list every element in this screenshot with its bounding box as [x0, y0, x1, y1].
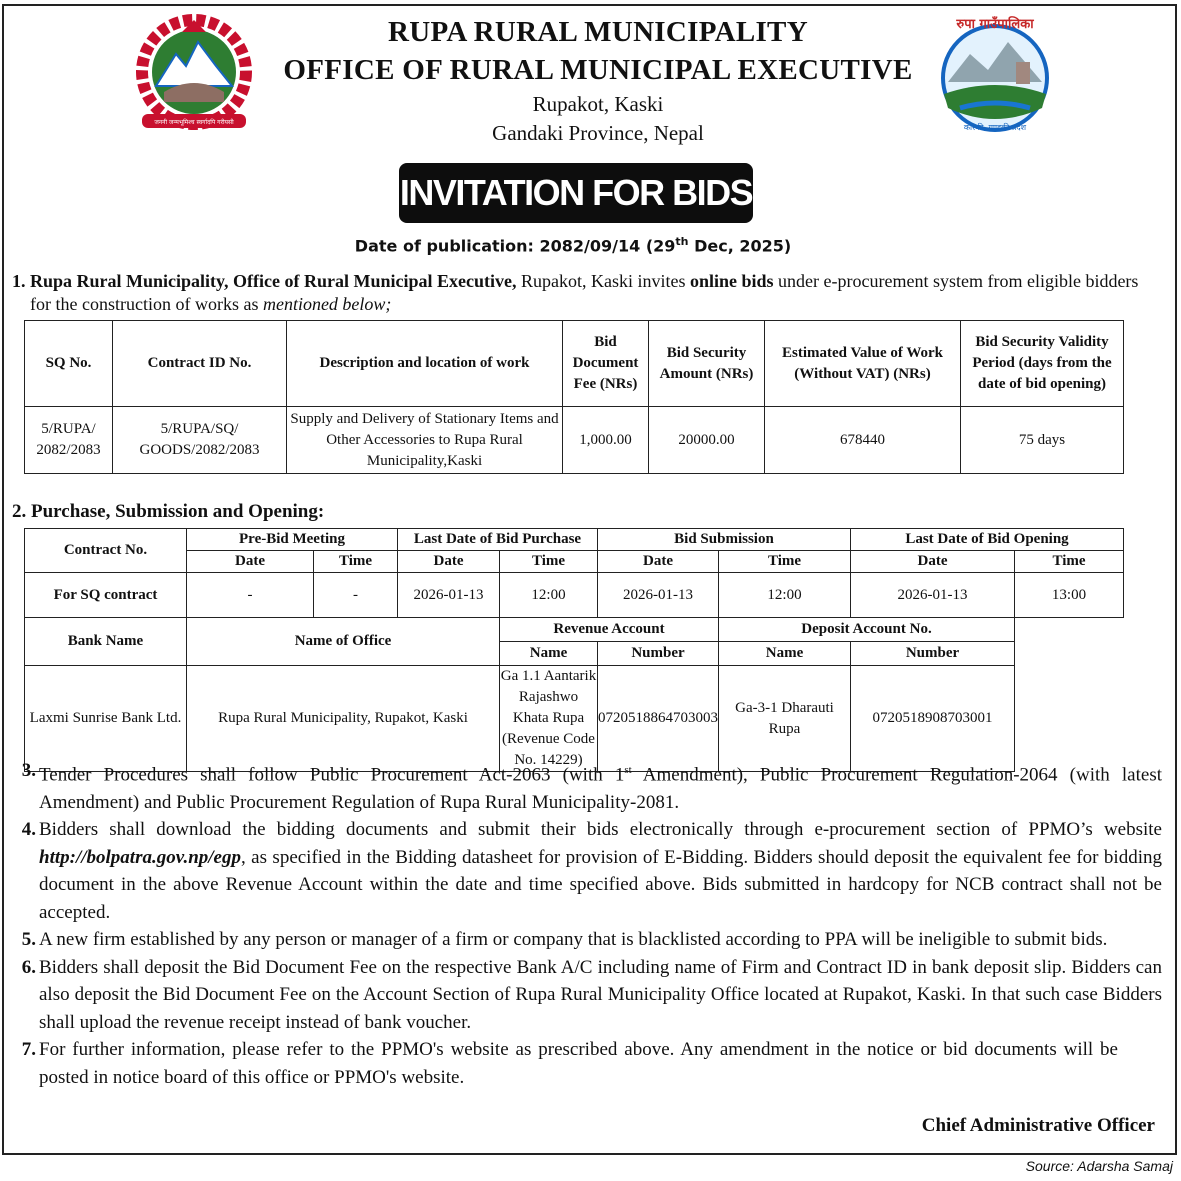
logo-top-text: रुपा गाउँपालिका — [956, 17, 1034, 32]
list-item: 4. Bidders shall download the bidding documents and submit their bids electronically through e-procurement section of PPMO’s website http://bolpatra.gov.np/egp, as specified in the Bidding datasheet for provision of E-Bidding. Bidders should deposit the equivalent fee for bidding document in the above Revenue Account within the date and time specified above. Bids submitted in hardcopy for NCB contract shall not be accepted. — [21, 819, 1162, 923]
source-credit: Source: Adarsha Samaj — [1025, 1158, 1173, 1174]
contract-table: SQ No. Contract ID No. Description and location of work Bid Document Fee (NRs) Bid Security Amount (NRs) Estimated Value of Work (Without VAT) (NRs) Bid Security Validity Period (days from the date of bid opening) 5/RUPA/ 2082/2083 5/RUPA/SQ/ GOODS/2082/2083 Supply and Delivery of Stationary Items and Other Accessories to Rupa Rural Municipality,Kaski 1,000.00 20000.00 678440 75 days — [24, 320, 1124, 474]
office-name: OFFICE OF RURAL MUNICIPAL EXECUTIVE — [283, 54, 913, 86]
intro-paragraph: 1. Rupa Rural Municipality, Office of Rural Municipal Executive, Rupakot, Kaski invites online bids under e-procurement system from eligible bidders for the construction of works as mentioned below; — [12, 271, 1139, 314]
table-row: 5/RUPA/ 2082/2083 5/RUPA/SQ/ GOODS/2082/2083 Supply and Delivery of Stationary Items and Other Accessories to Rupa Rural Municipality,Kaski 1,000.00 20000.00 678440 75 days — [25, 407, 1124, 474]
office-location: Rupakot, Kaski — [532, 92, 664, 116]
logo-bottom-text: कास्की, गण्डकी प्रदेश — [963, 123, 1027, 132]
conditions-list — [14, 757, 1162, 1091]
list-item: 3. Tender Procedures shall follow Public Procurement Act-2063 (with 1st Amendment), Public Procurement Regulation-2064 (with latest Amendment) and Public Procurement Regulation of Rupa Rural Municipality-2081. — [21, 760, 1162, 813]
schedule-table: Contract No. Pre-Bid Meeting Last Date of Bid Purchase Bid Submission Last Date of Bid Opening Date Time Date Time Date Time Date Time For SQ contract - - 2026-01-13 12:00 2026-01-13 12:00 2026-01-13 13:00 Bank Name Name of Office Revenue Account Deposit Account No. Name Number Name Number Laxmi Sunrise Bank Ltd. Rupa Rural Municipality, Rupakot, Kaski Ga 1.1 Aantarik Rajashwo Khata Rupa (Revenue Code No. 14229) 0720518864703003 Ga-3-1 Dharauti Rupa 0720518908703001 — [24, 528, 1124, 772]
ppmo-link[interactable]: http://bolpatra.gov.np/egp — [39, 846, 241, 868]
municipality-name: RUPA RURAL MUNICIPALITY — [388, 16, 808, 48]
table-row: Laxmi Sunrise Bank Ltd. Rupa Rural Municipality, Rupakot, Kaski Ga 1.1 Aantarik Rajashwo Khata Rupa (Revenue Code No. 14229) 0720518864703003 Ga-3-1 Dharauti Rupa 0720518908703001 — [25, 666, 1124, 772]
section-2-heading: 2. Purchase, Submission and Opening: — [12, 501, 325, 522]
emblem-motto: जननी जन्मभूमिश्च स्वर्गादपि गरीयसी — [154, 119, 234, 126]
notice-title: INVITATION FOR BIDS — [399, 163, 753, 223]
table-row: For SQ contract - - 2026-01-13 12:00 2026-01-13 12:00 2026-01-13 13:00 — [25, 573, 1124, 618]
list-item: 6. Bidders shall deposit the Bid Document Fee on the respective Bank A/C including name of Firm and Contract ID in bank deposit slip. Bidders can also deposit the Bid Document Fee on the Account Section of Rupa Rural Municipality Office located at Rupakot, Kaski. In that such case Bidders shall upload the revenue receipt instead of bank voucher. — [21, 956, 1162, 1033]
list-item: 5. A new firm established by any person or manager of a firm or company that is blacklisted according to PPA will be ineligible to submit bids. — [21, 929, 1108, 951]
list-item: 7. For further information, please refer to the PPMO's website as prescribed above. Any amendment in the notice or bid documents will be posted in notice board of this office or PPMO's website. — [21, 1039, 1118, 1088]
signatory: Chief Administrative Officer — [921, 1115, 1155, 1136]
publication-date: Date of publication: 2082/09/14 (29th Dec, 2025) — [354, 235, 792, 256]
office-province: Gandaki Province, Nepal — [492, 121, 704, 145]
